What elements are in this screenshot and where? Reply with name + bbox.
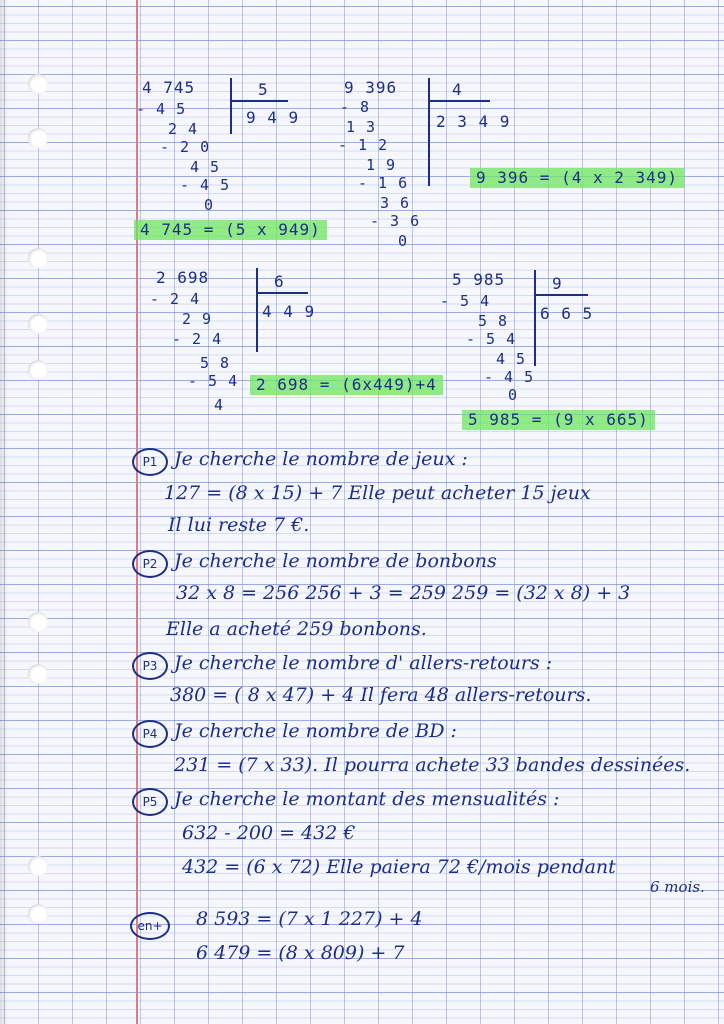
step: 5 8 — [478, 312, 509, 330]
problem-heading: Je cherche le nombre de jeux : — [174, 448, 468, 470]
dividend: 5 985 — [452, 270, 506, 289]
step: - 4 5 — [180, 176, 231, 194]
problem-line: Elle a acheté 259 bonbons. — [166, 618, 427, 640]
page-edge-shadow — [0, 0, 8, 1024]
step: - 3 6 — [370, 212, 421, 230]
divisor: 6 — [274, 272, 285, 291]
punch-hole — [28, 904, 48, 924]
step: - 1 6 — [358, 174, 409, 192]
punch-hole — [28, 664, 48, 684]
punch-hole — [28, 612, 48, 632]
problem-line: 127 = (8 x 15) + 7 Elle peut acheter 15 jeux — [164, 482, 591, 504]
problem-heading: Je cherche le montant des mensualités : — [174, 788, 560, 810]
step: 1 9 — [366, 156, 397, 174]
problem-line: 8 593 = (7 x 1 227) + 4 — [196, 908, 423, 930]
step: - 5 4 — [188, 372, 239, 390]
problem-heading: Je cherche le nombre de BD : — [174, 720, 457, 742]
step: - 1 2 — [338, 136, 389, 154]
dividend: 2 698 — [156, 268, 210, 287]
step: 5 8 — [200, 354, 231, 372]
divisor: 4 — [452, 80, 463, 99]
quotient-bar — [536, 294, 588, 296]
problem-line: 432 = (6 x 72) Elle paiera 72 €/mois pendant — [182, 856, 616, 878]
step: - 4 5 — [484, 368, 535, 386]
quotient-bar — [430, 100, 490, 102]
punch-hole — [28, 248, 48, 268]
division-bar — [428, 78, 430, 186]
division-bar — [256, 268, 258, 352]
punch-hole — [28, 360, 48, 380]
dividend: 9 396 — [344, 78, 398, 97]
step: 2 9 — [182, 310, 213, 328]
quotient: 6 6 5 — [540, 304, 594, 323]
step: - 2 0 — [160, 138, 211, 156]
step: 4 5 — [496, 350, 527, 368]
step: 4 — [214, 396, 225, 414]
step: - 5 4 — [466, 330, 517, 348]
problem-heading: Je cherche le nombre de bonbons — [174, 550, 497, 572]
result-highlight: 4 745 = (5 x 949) — [134, 220, 327, 240]
step: - 4 5 — [136, 100, 187, 118]
problem-line: 632 - 200 = 432 € — [182, 822, 356, 844]
division-bar — [534, 270, 536, 366]
problem-line: 32 x 8 = 256 256 + 3 = 259 259 = (32 x 8) + 3 — [176, 582, 631, 604]
problem-label: P4 — [132, 720, 168, 748]
punch-hole — [28, 128, 48, 148]
step: - 2 4 — [150, 290, 201, 308]
quotient: 9 4 9 — [246, 108, 300, 127]
step: 3 6 — [380, 194, 411, 212]
quotient-bar — [258, 292, 308, 294]
quotient: 4 4 9 — [262, 302, 316, 321]
step: 1 3 — [346, 118, 377, 136]
problem-line: 6 479 = (8 x 809) + 7 — [196, 942, 405, 964]
step: 0 — [398, 232, 409, 250]
punch-hole — [28, 314, 48, 334]
step: 0 — [508, 386, 519, 404]
divisor: 9 — [552, 274, 563, 293]
problem-line: 380 = ( 8 x 47) + 4 Il fera 48 allers-retours. — [170, 684, 592, 706]
problem-label: P2 — [132, 550, 168, 578]
problem-line: 231 = (7 x 33). Il pourra achete 33 bandes dessinées. — [174, 754, 691, 776]
result-highlight: 2 698 = (6x449)+4 — [250, 375, 443, 395]
problem-line: 6 mois. — [650, 878, 705, 896]
step: - 5 4 — [440, 292, 491, 310]
division-bar — [230, 78, 232, 134]
quotient-bar — [232, 100, 288, 102]
margin-line — [136, 0, 138, 1024]
quotient: 2 3 4 9 — [436, 112, 511, 131]
punch-hole — [28, 856, 48, 876]
step: - 8 — [340, 98, 371, 116]
problem-line: Il lui reste 7 €. — [168, 514, 310, 536]
punch-hole — [28, 74, 48, 94]
problem-label: P1 — [132, 448, 168, 476]
problem-label: P3 — [132, 652, 168, 680]
step: 4 5 — [190, 158, 221, 176]
step: 2 4 — [168, 120, 199, 138]
problem-label: en+ — [130, 912, 170, 940]
result-highlight: 9 396 = (4 x 2 349) — [470, 168, 684, 188]
problem-heading: Je cherche le nombre d' allers-retours : — [174, 652, 553, 674]
problem-label: P5 — [132, 788, 168, 816]
result-highlight: 5 985 = (9 x 665) — [462, 410, 655, 430]
divisor: 5 — [258, 80, 269, 99]
step: 0 — [204, 196, 215, 214]
step: - 2 4 — [172, 330, 223, 348]
dividend: 4 745 — [142, 78, 196, 97]
